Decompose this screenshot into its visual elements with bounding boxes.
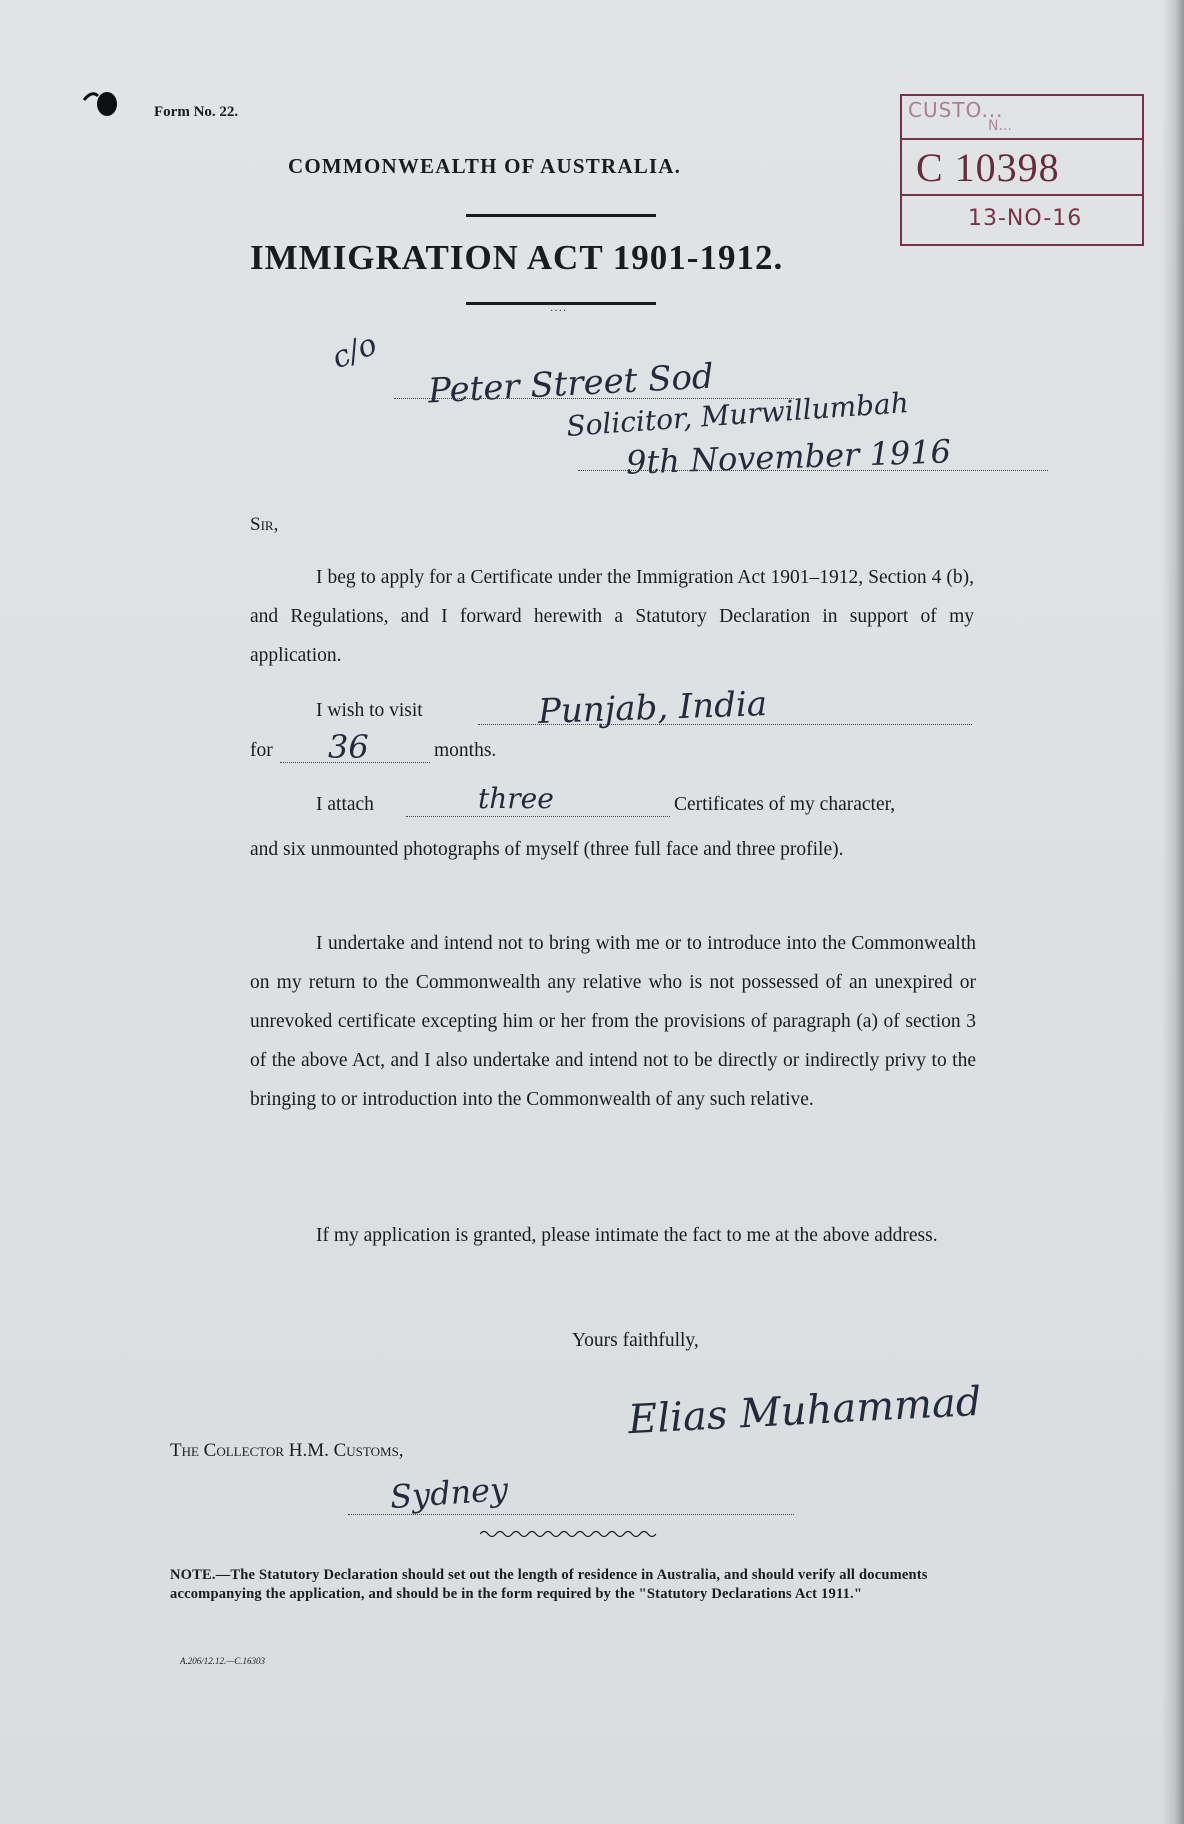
address-line-2: Solicitor, Murwillumbah: [565, 386, 910, 443]
certificates-label: Certificates of my character,: [674, 794, 896, 815]
stamp-word: CUSTO...: [908, 98, 1004, 122]
stamp-no-label: N...: [988, 118, 1012, 134]
address-line-1: Peter Street Sod: [427, 356, 715, 412]
salutation: Sir,: [250, 514, 279, 535]
care-of-handwritten: c/o: [327, 326, 382, 377]
visit-destination-handwritten: Punjab, India: [537, 684, 768, 732]
applicant-signature: Elias Muhammad: [627, 1378, 983, 1444]
attach-dotted-line: [406, 816, 670, 817]
statutory-note: [170, 1566, 996, 1604]
city-dotted-line: [348, 1514, 794, 1515]
application-paragraph: I beg to apply for a Certificate under the Immigration Act 1901–1912, Section 4 (b), and Regulations, and I forward herewith a Statutory Declaration in support of my application.: [250, 567, 974, 666]
stamp-number: C 10398: [916, 145, 1060, 190]
addressee-city-handwritten: Sydney: [388, 1469, 510, 1517]
closing-phrase: Yours faithfully,: [572, 1330, 699, 1351]
duration-handwritten: 36: [328, 728, 369, 766]
act-title: IMMIGRATION ACT 1901-1912.: [250, 238, 784, 277]
address-date-line: 9th November 1916: [625, 432, 952, 482]
addressee-title: The Collector H.M. Customs,: [170, 1440, 404, 1461]
for-label: for: [250, 740, 273, 761]
heading-rule-top: [466, 214, 656, 217]
date-dotted-line: [578, 470, 1048, 471]
note-label: NOTE.—: [170, 1567, 231, 1583]
stamp-divider: [902, 194, 1142, 196]
undertaking-paragraph: I undertake and intend not to bring with me or to introduce into the Commonwealth on my return to the Commonwealth any relative who is not possessed of an unexpired or unrevoked certificate excepting him or her from the provisions of paragraph (a) of section 3 of the above Act, and I also undertake and intend not to be directly or indirectly privy to the bringing to or introduction into the Commonwealth of any such relative.: [250, 933, 976, 1110]
attach-count-handwritten: three: [478, 782, 554, 815]
form-number: Form No. 22.: [154, 104, 239, 120]
ornamental-squiggle: [480, 1528, 658, 1540]
note-body: The Statutory Declaration should set out the length of residence in Australia, and should verify all documents accompanying the application, and should be in the form required by the "Statutory Declarations Act 1911.": [170, 1567, 928, 1602]
commonwealth-heading: COMMONWEALTH OF AUSTRALIA.: [288, 154, 682, 178]
stamp-divider: [902, 138, 1142, 140]
ink-blot-mark: [80, 86, 120, 120]
page-edge-shadow: [1162, 0, 1184, 1824]
heading-rule-bottom: [466, 302, 656, 305]
months-label: months.: [434, 740, 497, 761]
stamp-date: 13-NO-16: [968, 206, 1083, 231]
stamp-header: [902, 96, 1142, 136]
attach-label: I attach: [316, 794, 374, 815]
intimation-paragraph: If my application is granted, please intimate the fact to me at the above address.: [316, 1225, 938, 1246]
photographs-paragraph: and six unmounted photographs of myself (three full face and three profile).: [250, 839, 844, 860]
rule-dots: ····: [550, 306, 568, 317]
customs-stamp: [900, 94, 1144, 246]
visit-label: I wish to visit: [316, 700, 423, 721]
print-reference: A.206/12.12.—C.16303: [180, 1656, 266, 1666]
